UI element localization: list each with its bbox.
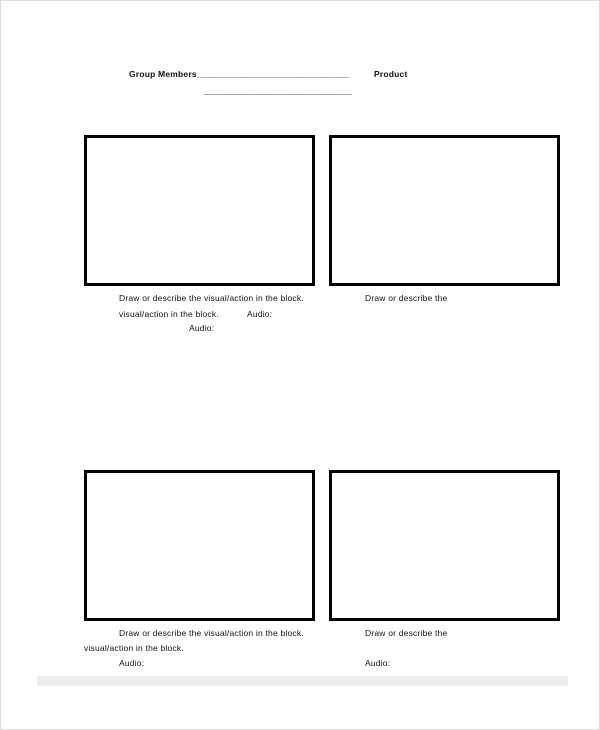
header-underline: ______________________________ [204, 85, 352, 95]
frame-1-caption-line2: visual/action in the block. [119, 309, 219, 319]
group-members-label: Group Members_______________________________ [129, 69, 350, 79]
storyboard-frame-4[interactable] [329, 470, 560, 621]
frame-3-audio-label: Audio: [119, 658, 145, 668]
frame-1-audio-label: Audio: [189, 323, 215, 333]
frame-2-caption: Draw or describe the [365, 293, 448, 303]
storyboard-frame-1[interactable] [84, 135, 315, 286]
storyboard-frame-3[interactable] [84, 470, 315, 621]
frame-3-caption-line2: visual/action in the block. [84, 643, 184, 653]
product-label: Product [374, 69, 408, 79]
frame-1-caption: Draw or describe the visual/action in the block. [119, 293, 304, 303]
page-bottom-strip [37, 676, 568, 686]
frame-4-audio-label: Audio: [365, 658, 391, 668]
frame-4-caption: Draw or describe the [365, 628, 448, 638]
frame-1-audio-inline: Audio: [247, 309, 273, 319]
frame-3-caption: Draw or describe the visual/action in the block. [119, 628, 304, 638]
storyboard-frame-2[interactable] [329, 135, 560, 286]
